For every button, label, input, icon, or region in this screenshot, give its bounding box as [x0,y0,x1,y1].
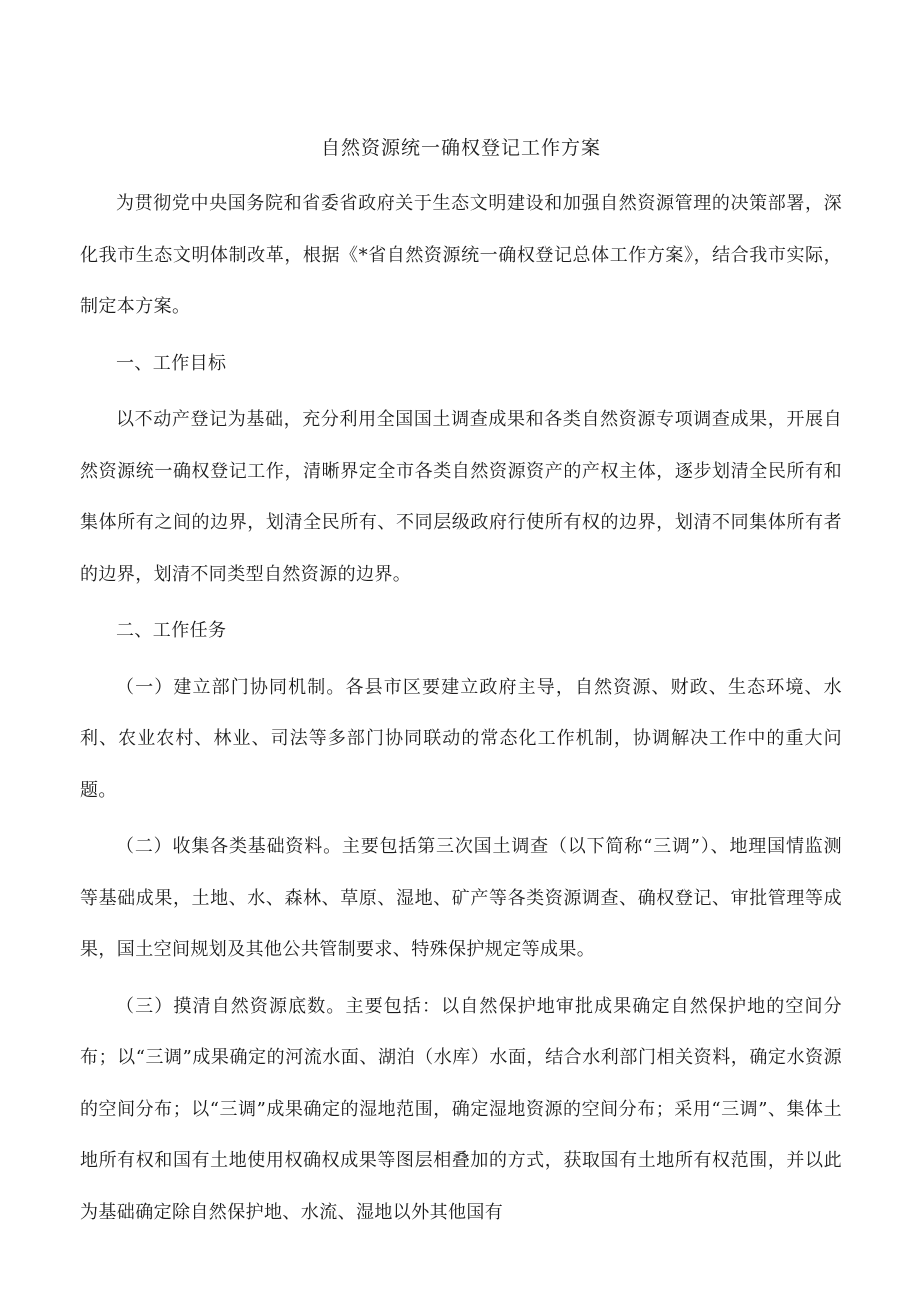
task-paragraph-2: （二）收集各类基础资料。主要包括第三次国土调查（以下简称“三调”）、地理国情监测等基础成果，土地、水、森林、草原、湿地、矿产等各类资源调查、确权登记、审批管理等成果，国土空间规划及其他公共管制要求、特殊保护规定等成果。 [80,836,842,960]
task-paragraph-3: （三）摸清自然资源底数。主要包括：以自然保护地审批成果确定自然保护地的空间分布；以“三调”成果确定的河流水面、湖泊（水库）水面，结合水利部门相关资料，确定水资源的空间分布；以“三调”成果确定的湿地范围，确定湿地资源的空间分布；采用“三调”、集体土地所有权和国有土地使用权确权成果等图层相叠加的方式，获取国有土地所有权范围，并以此为基础确定除自然保护地、水流、湿地以外其他国有 [80,995,842,1223]
task-paragraph-1: （一）建立部门协同机制。各县市区要建立政府主导，自然资源、财政、生态环境、水利、农业农村、林业、司法等多部门协同联动的常态化工作机制，协调解决工作中的重大问题。 [80,676,842,801]
goals-paragraph: 以不动产登记为基础，充分利用全国国土调查成果和各类自然资源专项调查成果，开展自然资源统一确权登记工作，清晰界定全市各类自然资源资产的产权主体，逐步划清全民所有和集体所有之间的边界，划清全民所有、不同层级政府行使所有权的边界，划清不同集体所有者的边界，划清不同类型自然资源的边界。 [80,409,842,585]
section-heading-goals: 一、工作目标 [116,352,227,374]
section-heading-tasks: 二、工作任务 [116,620,227,641]
intro-paragraph: 为贯彻党中央国务院和省委省政府关于生态文明建设和加强自然资源管理的决策部署，深化我市生态文明体制改革，根据《*省自然资源统一确权登记总体工作方案》，结合我市实际，制定本方案。 [80,193,842,317]
document-title: 自然资源统一确权登记工作方案 [320,137,601,159]
